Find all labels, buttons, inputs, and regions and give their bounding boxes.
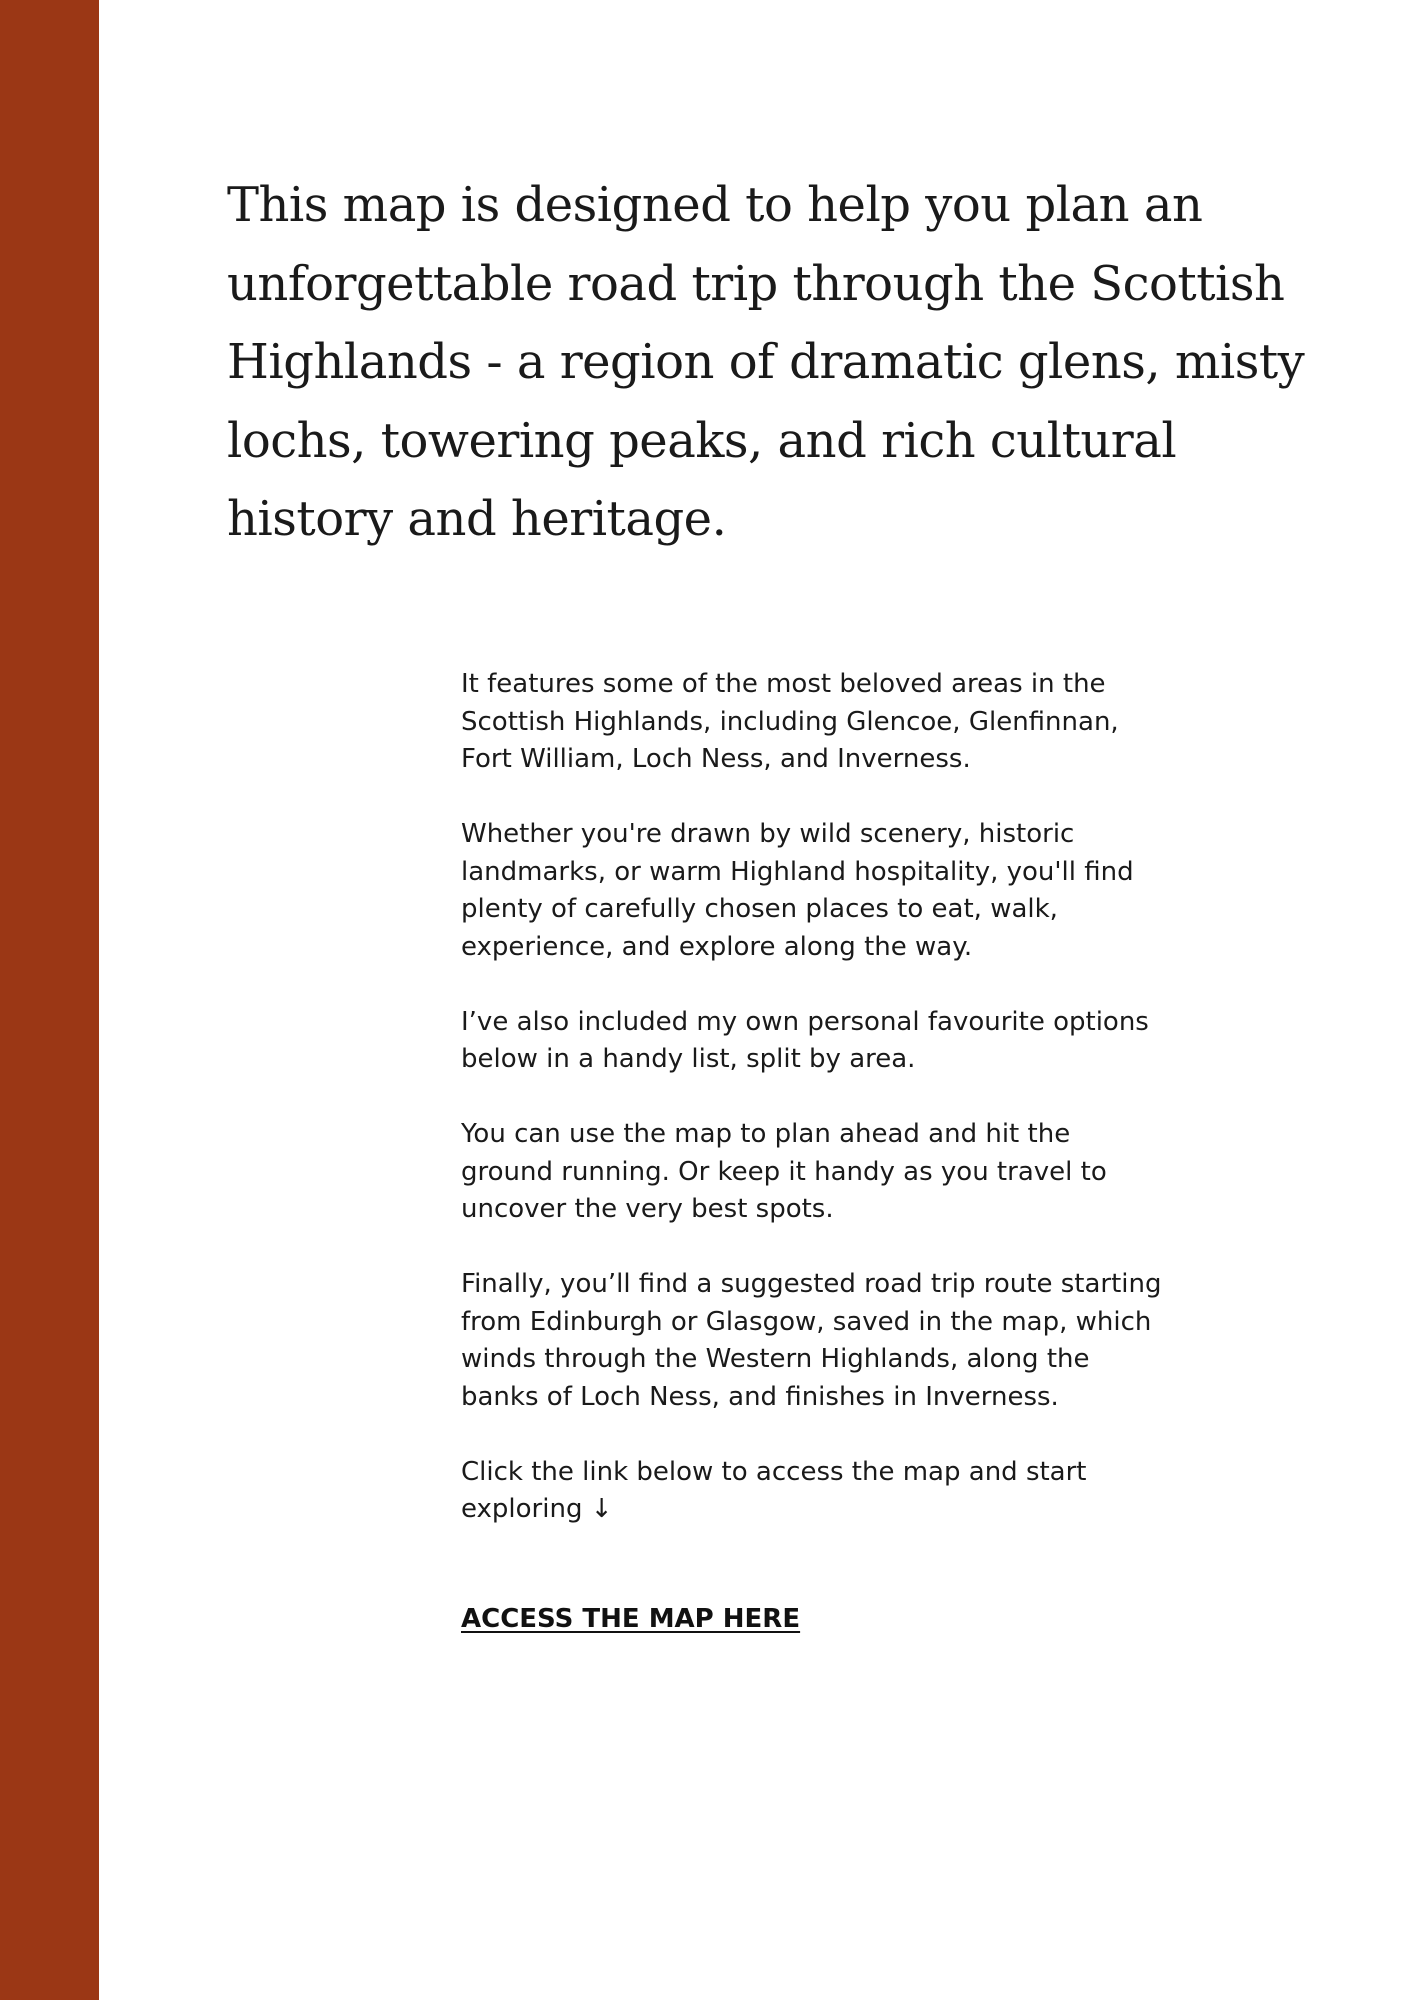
access-map-link[interactable]: ACCESS THE MAP HERE xyxy=(461,1604,801,1634)
intro-line: This map is designed to help you plan an xyxy=(227,177,1203,233)
text-line: Finally, you’ll find a suggested road trip route starting xyxy=(461,1269,1162,1299)
text-line: Whether you're drawn by wild scenery, historic xyxy=(461,819,1075,849)
paragraph-call-to-action xyxy=(461,1454,1261,1529)
paragraph-favourites xyxy=(461,1004,1261,1079)
text-line: experience, and explore along the way. xyxy=(461,931,973,962)
intro-heading xyxy=(227,166,1307,559)
text-line: uncover the very best spots. xyxy=(461,1194,834,1224)
text-line: Click the link below to access the map and start xyxy=(461,1456,1087,1487)
intro-line: Highlands - a region of dramatic glens, misty xyxy=(227,334,1305,390)
paragraph-plan-ahead xyxy=(461,1116,1261,1229)
text-line: Scottish Highlands, including Glencoe, Glenfinnan, xyxy=(461,706,1119,737)
text-line: I’ve also included my own personal favourite options xyxy=(461,1006,1149,1037)
text-line: Fort William, Loch Ness, and Inverness. xyxy=(461,744,971,774)
paragraph-route xyxy=(461,1266,1261,1416)
text-line: exploring ↓ xyxy=(461,1494,613,1524)
text-line: It features some of the most beloved areas in the xyxy=(461,669,1106,699)
text-line: below in a handy list, split by area. xyxy=(461,1044,916,1074)
intro-line: history and heritage. xyxy=(227,491,727,547)
text-line: plenty of carefully chosen places to eat, walk, xyxy=(461,894,1058,924)
text-line: You can use the map to plan ahead and hit the xyxy=(461,1119,1071,1149)
text-line: ground running. Or keep it handy as you travel to xyxy=(461,1156,1107,1187)
text-line: banks of Loch Ness, and finishes in Inverness. xyxy=(461,1381,1059,1412)
text-line: landmarks, or warm Highland hospitality, you'll find xyxy=(461,856,1134,887)
paragraph-places xyxy=(461,816,1261,966)
intro-line: unforgettable road trip through the Scottish xyxy=(227,255,1285,312)
paragraph-featured-areas xyxy=(461,666,1261,779)
text-line: winds through the Western Highlands, along the xyxy=(461,1344,1090,1374)
accent-side-bar xyxy=(0,0,99,2000)
intro-line: lochs, towering peaks, and rich cultural xyxy=(227,412,1177,469)
text-line: from Edinburgh or Glasgow, saved in the map, which xyxy=(461,1306,1152,1337)
body-text xyxy=(461,666,1261,1566)
